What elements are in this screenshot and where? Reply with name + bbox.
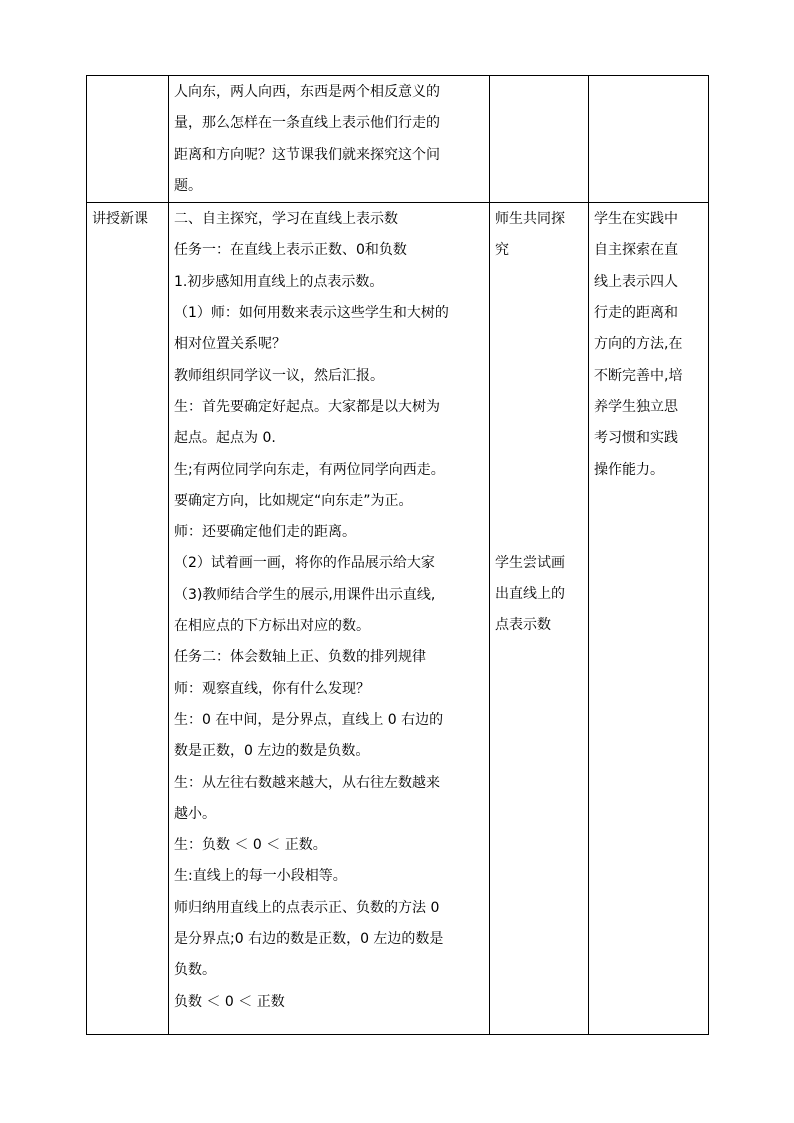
table-row	[87, 203, 709, 1035]
content-line: 人向东，两人向西，东西是两个相反意义的	[174, 84, 440, 100]
content-line: 量，那么怎样在一条直线上表示他们行走的	[174, 115, 440, 132]
content-line: 生：首先要确定好起点。大家都是以大树为	[174, 398, 440, 415]
content-line: 生：从左往右数越来越大，从右往左数越来	[174, 774, 440, 791]
intent-cell	[589, 203, 709, 1035]
table-row	[87, 76, 709, 203]
intent-line: 操作能力。	[594, 461, 664, 478]
content-line: 起点。起点为 0.	[174, 430, 276, 447]
content-line: 生:直线上的每一小段相等。	[174, 868, 347, 885]
content-line: 是分界点;0 右边的数是正数，0 左边的数是	[174, 931, 444, 948]
intent-line: 养学生独立思	[594, 398, 678, 415]
content-line: 师归纳用直线上的点表示正、负数的方法 0	[174, 899, 440, 916]
content-line: 师：观察直线，你有什么发现？	[174, 680, 370, 697]
activity-cell	[490, 203, 589, 1035]
activity-line: 点表示数	[495, 617, 551, 634]
lesson-plan-table	[86, 75, 709, 1035]
content-line: 要确定方向，比如规定“向东走”为正。	[174, 492, 413, 509]
section-cell	[87, 203, 169, 1035]
content-line: 师：还要确定他们走的距离。	[174, 524, 356, 541]
content-line: 任务一：在直线上表示正数、0和负数	[174, 242, 407, 259]
content-line: 负数 ＜ 0 ＜ 正数	[174, 993, 285, 1010]
intent-line: 方向的方法,在	[594, 336, 683, 353]
content-cell	[169, 203, 490, 1035]
content-line: 任务二：体会数轴上正、负数的排列规律	[174, 649, 426, 666]
content-line: （3)教师结合学生的展示,用课件出示直线,	[174, 586, 436, 603]
content-line: 在相应点的下方标出对应的数。	[174, 618, 370, 635]
content-line: 相对位置关系呢？	[174, 336, 286, 353]
intent-line: 线上表示四人	[594, 273, 678, 290]
content-line: 负数。	[174, 962, 216, 979]
intent-cell	[589, 76, 709, 203]
intent-line: 不断完善中,培	[594, 367, 683, 384]
content-line: 生：0 在中间，是分界点，直线上 0 右边的	[174, 711, 444, 728]
activity-cell	[490, 76, 589, 203]
section-cell	[87, 76, 169, 203]
activity-line: 学生尝试画	[495, 554, 565, 571]
spacer	[495, 267, 584, 548]
intent-line: 学生在实践中	[594, 211, 678, 228]
content-line: （2）试着画一画，将你的作品展示给大家	[174, 555, 435, 572]
intent-line: 自主探索在直	[594, 242, 678, 259]
content-line: 生：负数 ＜ 0 ＜ 正数。	[174, 837, 327, 854]
activity-line: 师生共同探	[495, 211, 565, 228]
intent-line: 行走的距离和	[594, 305, 678, 322]
content-line: 距离和方向呢？这节课我们就来探究这个问	[174, 146, 440, 163]
content-line: 越小。	[174, 805, 216, 822]
content-cell	[169, 76, 490, 203]
activity-line: 出直线上的	[495, 586, 565, 603]
content-line: 生;有两位同学向东走，有两位同学向西走。	[174, 461, 445, 478]
content-line: （1）师：如何用数来表示这些学生和大树的	[174, 305, 449, 322]
intent-line: 考习惯和实践	[594, 430, 678, 447]
content-line: 教师组织同学议一议，然后汇报。	[174, 367, 384, 384]
section-label: 讲授新课	[92, 211, 148, 228]
content-line: 二、自主探究，学习在直线上表示数	[174, 211, 398, 228]
content-line: 数是正数，0 左边的数是负数。	[174, 743, 370, 760]
content-line: 题。	[174, 177, 202, 194]
content-line: 1.初步感知用直线上的点表示数。	[174, 273, 384, 290]
activity-line: 究	[495, 242, 509, 259]
